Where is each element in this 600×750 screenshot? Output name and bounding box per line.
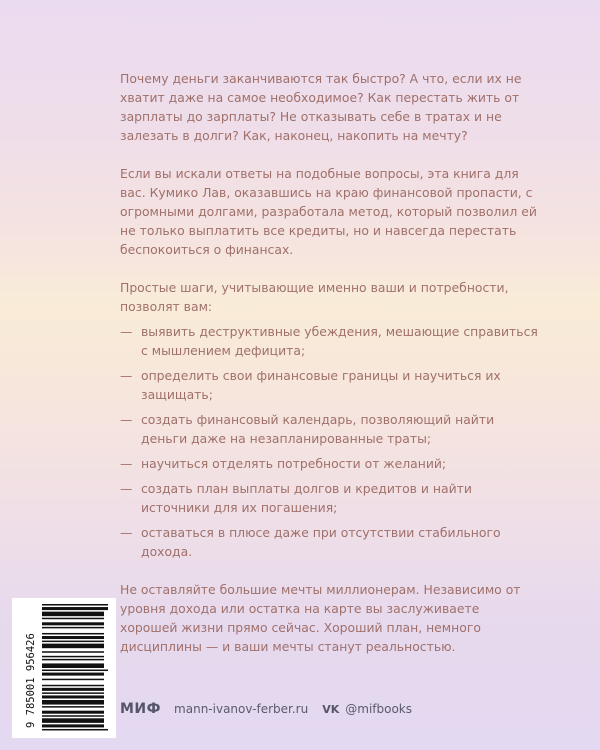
barcode-bar — [42, 706, 104, 708]
barcode-bar — [42, 679, 104, 681]
barcode-graphic — [12, 598, 116, 738]
barcode-bar — [42, 604, 108, 606]
publisher-logo: МИФ — [120, 701, 162, 717]
barcode-bar — [42, 656, 104, 658]
benefits-list — [120, 322, 540, 561]
description-block — [120, 69, 540, 675]
publisher-website-link[interactable]: mann-ivanov-ferber.ru — [174, 702, 309, 716]
publisher-footer — [120, 700, 412, 718]
barcode-bar — [42, 670, 108, 672]
barcode-bar — [42, 607, 108, 610]
list-item: — оставаться в плюсе даже при отсутствии стабильного дохода. — [120, 525, 501, 559]
barcode-bar — [42, 636, 104, 639]
barcode-bar — [42, 700, 104, 705]
barcode-bar — [42, 688, 104, 691]
dash-mark: — — [120, 481, 133, 496]
barcode-bar — [42, 673, 104, 676]
barcode-bar — [42, 692, 104, 694]
barcode-bar — [42, 659, 104, 661]
barcode-bar — [42, 633, 104, 635]
barcode-bar — [42, 718, 104, 723]
list-item: — создать финансовый календарь, позволяющий найти деньги даже на незапланированные траты; — [120, 412, 495, 446]
barcode-bar — [42, 618, 104, 620]
dash-mark: — — [120, 324, 133, 339]
barcode-bar — [42, 711, 104, 714]
barcode-bar — [42, 627, 104, 629]
barcode-bar — [42, 663, 104, 668]
dash-mark: — — [120, 368, 133, 383]
vk-icon[interactable]: VK — [322, 702, 340, 716]
barcode-bar — [42, 685, 104, 687]
closing-paragraph: Не оставляйте большие мечты миллионерам. Независимо от уровня дохода или остатка на карте вы заслуживаете хорошей жизни прямо сейчас. Хороший план, немного дисциплины — и ваши мечты станут реальностью. — [120, 582, 521, 654]
intro-paragraph: Почему деньги заканчиваются так быстро? А что, если их не хватит даже на самое необходимое? Как перестать жить от зарплаты до зарплаты? Не отказывать себе в тратах и не залезать в долги? Как, наконец, накопить на мечту? — [120, 71, 522, 143]
barcode-bar — [42, 724, 104, 727]
dash-mark: — — [120, 525, 133, 540]
social-handle-link[interactable]: @mifbooks — [345, 702, 412, 716]
barcode-bar — [42, 729, 108, 731]
barcode-bar — [42, 641, 104, 643]
barcode-bar — [42, 622, 104, 625]
dash-mark: — — [120, 456, 133, 471]
isbn-digits: 9 785001 956426 — [25, 633, 37, 728]
list-item: — выявить деструктивные убеждения, мешающие справиться с мышлением дефицита; — [120, 324, 538, 358]
about-paragraph: Если вы искали ответы на подобные вопросы, эта книга для вас. Кумико Лав, оказавшись на краю финансовой пропасти, с огромными долгами, разработала метод, который позволил ей не только выплатить все кредиты, но и навсегда перестать беспокоиться о финансах. — [120, 166, 537, 257]
dash-mark: — — [120, 412, 133, 427]
barcode-bar — [42, 715, 104, 717]
list-item: — научиться отделять потребности от желаний; — [120, 456, 447, 471]
list-item: — создать план выплаты долгов и кредитов и найти источники для их погашения; — [120, 481, 472, 515]
barcode-bar — [42, 612, 104, 617]
steps-intro-paragraph: Простые шаги, учитывающие именно ваши и потребности, позволят вам: — [120, 280, 509, 314]
list-item: — определить свои финансовые границы и научиться их защищать; — [120, 368, 501, 402]
barcode-bar — [42, 644, 104, 649]
barcode-bar — [42, 651, 104, 653]
barcode-icon — [12, 598, 116, 738]
barcode-bar — [42, 695, 104, 698]
